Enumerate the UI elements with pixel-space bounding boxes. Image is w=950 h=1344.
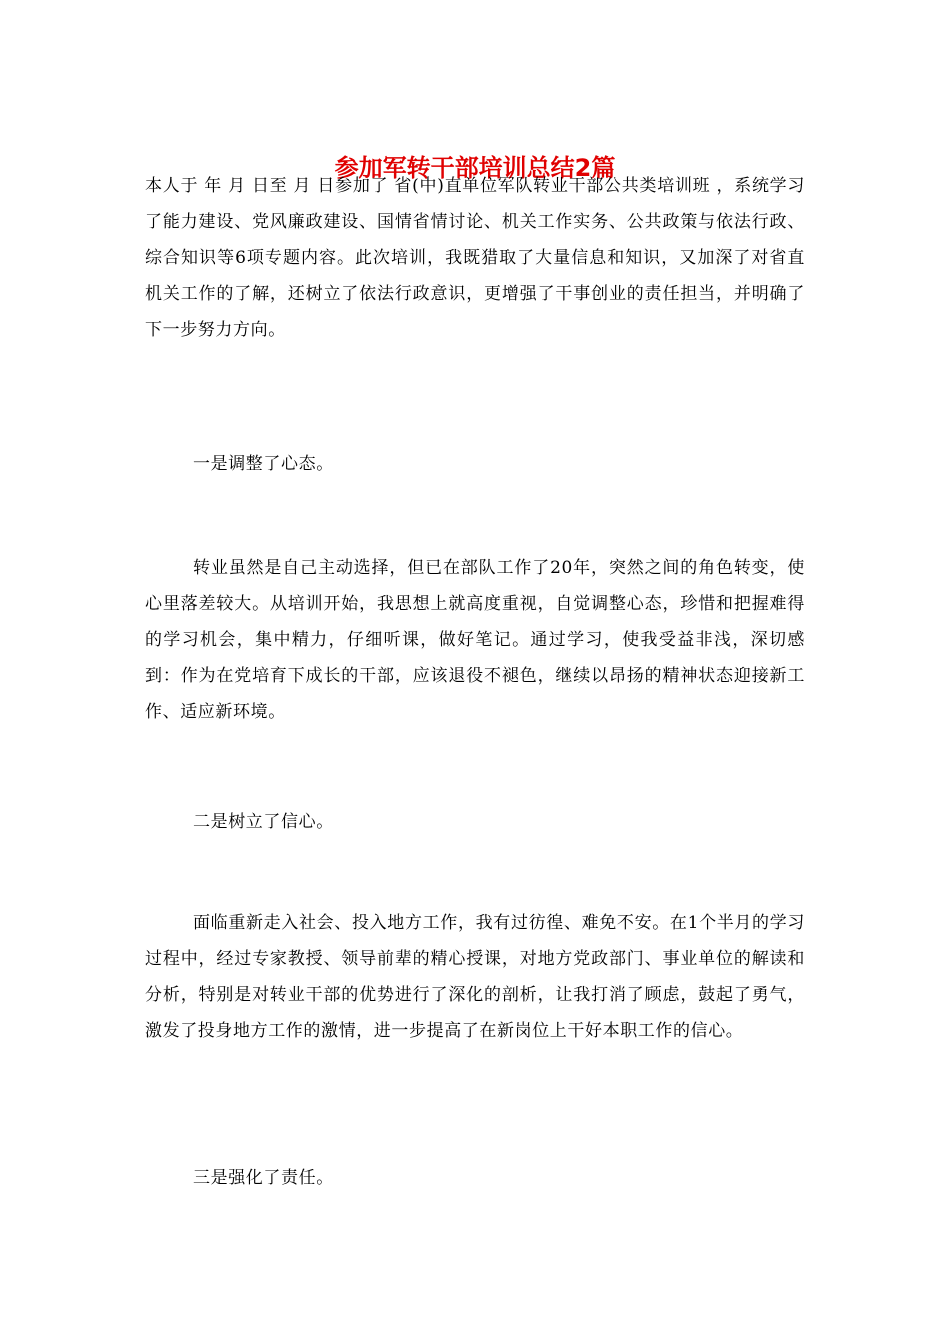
section-heading-one: 一是调整了心态。 [193,454,334,474]
section-body-two: 面临重新走入社会、投入地方工作，我有过彷徨、难免不安。在1个半月的学习过程中，经过专家教授、领导前辈的精心授课，对地方党政部门、事业单位的解读和分析，特别是对转业干部的优势进行了深化的剖析，让我打消了顾虑，鼓起了勇气，激发了投身地方工作的激情，进一步提高了在新岗位上干好本职工作的信心。 [145,913,805,1041]
section-heading-two: 二是树立了信心。 [193,812,334,832]
intro-paragraph: 本人于 年 月 日至 月 日参加了 省(中)直单位军队转业干部公共类培训班 ，系统学习了能力建设、党风廉政建设、国情省情讨论、机关工作实务、公共政策与依法行政、综合知识等6项专题内容。此次培训，我既猎取了大量信息和知识，又加深了对省直机关工作的了解，还树立了依法行政意识，更增强了干事创业的责任担当，并明确了下一步努力方向。 [145,176,805,340]
section-heading-three: 三是强化了责任。 [193,1168,334,1188]
section-body-one: 转业虽然是自己主动选择，但已在部队工作了20年，突然之间的角色转变，使心里落差较大。从培训开始，我思想上就高度重视，自觉调整心态，珍惜和把握难得的学习机会，集中精力，仔细听课，做好笔记。通过学习，使我受益非浅，深切感到：作为在党培育下成长的干部，应该退役不褪色，继续以昂扬的精神状态迎接新工作、适应新环境。 [145,558,805,722]
page-title: 参加军转干部培训总结2篇 [334,154,616,182]
